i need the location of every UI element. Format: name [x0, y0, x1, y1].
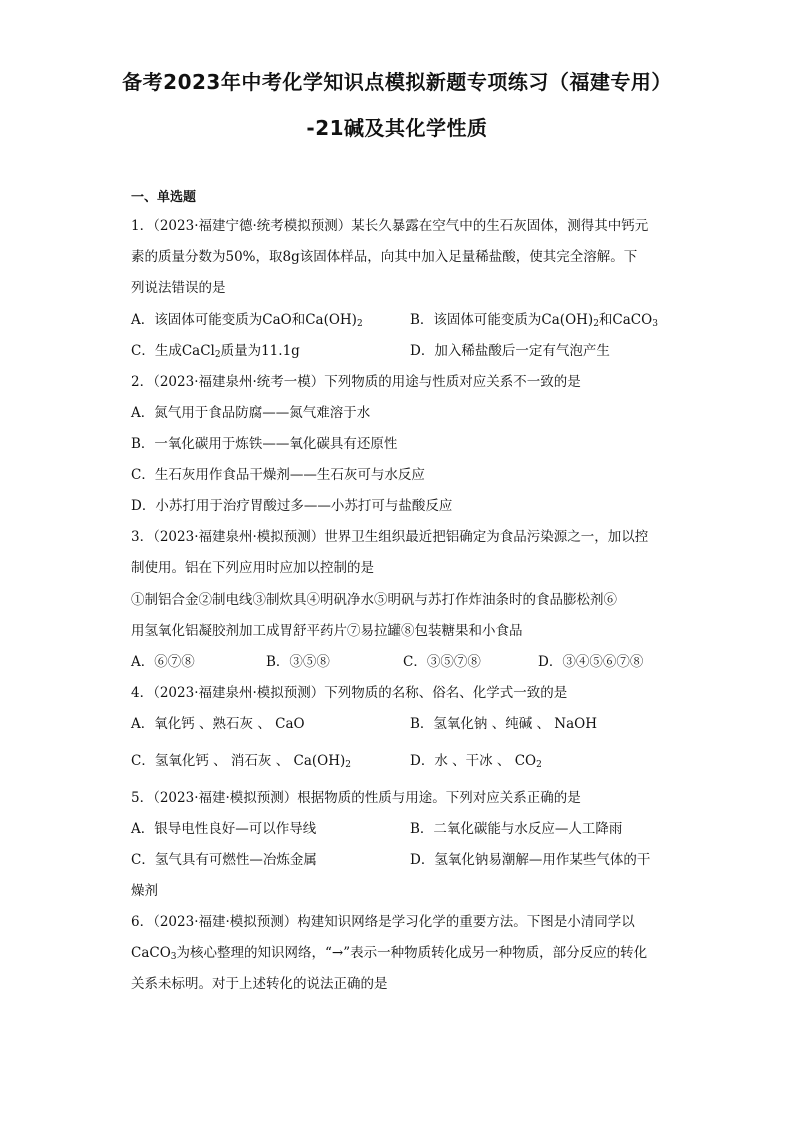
question-2-option-d: D．小苏打用于治疗胃酸过多——小苏打可与盐酸反应	[131, 498, 453, 514]
section-heading: 一、单选题	[131, 190, 197, 205]
question-1-line-2: 素的质量分数为50%，取8g该固体样品，向其中加入足量稀盐酸，使其完全溶解。下	[131, 249, 638, 265]
question-3-option-b: B．③⑤⑧	[266, 654, 330, 670]
question-3-line-1: 3．（2023·福建泉州·模拟预测）世界卫生组织最近把铝确定为食品污染源之一，加以控	[131, 529, 649, 545]
question-3-option-d: D．③④⑤⑥⑦⑧	[538, 654, 644, 670]
question-2-option-a: A．氮气用于食品防腐——氮气难溶于水	[131, 405, 371, 421]
question-4-stem: 4．（2023·福建泉州·模拟预测）下列物质的名称、俗名、化学式一致的是	[131, 685, 568, 701]
question-2-option-c: C．生石灰用作食品干燥剂——生石灰可与水反应	[131, 467, 425, 483]
document-subtitle: -21碱及其化学性质	[306, 116, 488, 140]
question-2-stem: 2．（2023·福建泉州·统考一模）下列物质的用途与性质对应关系不一致的是	[131, 374, 581, 390]
question-1-option-d: D．加入稀盐酸后一定有气泡产生	[410, 343, 610, 359]
question-3-line-3: ①制铝合金②制电线③制炊具④明矾净水⑤明矾与苏打作炸油条时的食品膨松剂⑥	[131, 592, 617, 608]
question-3-option-a: A．⑥⑦⑧	[131, 654, 195, 670]
question-3-line-4: 用氢氧化铝凝胶剂加工成胃舒平药片⑦易拉罐⑧包装糖果和小食品	[131, 623, 523, 639]
question-5-option-d: D．氢氧化钠易潮解—用作某些气体的干	[410, 852, 651, 868]
question-4-option-d: D．水 、干冰 、 $CO_2$	[410, 753, 542, 770]
question-3-line-2: 制使用。铝在下列应用时应加以控制的是	[131, 560, 374, 576]
question-6-line-2: CaCO$_3$为核心整理的知识网络，“→”表示一种物质转化成另一种物质，部分反应的转化	[131, 945, 648, 962]
question-1-line-3: 列说法错误的是	[131, 280, 226, 296]
question-4-option-a: A．氧化钙 、熟石灰 、 CaO	[131, 716, 305, 732]
question-5-option-a: A．银导电性良好—可以作导线	[131, 821, 317, 837]
question-5-option-b: B．二氧化碳能与水反应—人工降雨	[410, 821, 623, 837]
question-1-option-a: A．该固体可能变质为CaO和$Ca(OH)_2$	[131, 312, 363, 329]
question-1-option-b: B．该固体可能变质为$Ca(OH)_2$和CaCO$_3$	[410, 312, 658, 329]
question-1-option-c: C．生成CaCl$_2$质量为11.1g	[131, 343, 300, 360]
question-5-option-c: C．氢气具有可燃性—冶炼金属	[131, 852, 317, 868]
question-1-line-1: 1．（2023·福建宁德·统考模拟预测）某长久暴露在空气中的生石灰固体，测得其中钙元	[131, 218, 649, 234]
question-4-option-b: B．氢氧化钠 、纯碱 、 NaOH	[410, 716, 597, 732]
question-2-option-b: B．一氧化碳用于炼铁——氧化碳具有还原性	[131, 436, 398, 452]
question-5-option-d-continued: 燥剂	[131, 883, 158, 899]
question-6-line-3: 关系未标明。对于上述转化的说法正确的是	[131, 976, 388, 992]
question-4-option-c: C．氢氧化钙 、 消石灰 、 $Ca(OH)_2$	[131, 753, 351, 770]
document-title: 备考2023年中考化学知识点模拟新题专项练习（福建专用）	[122, 70, 672, 94]
question-5-stem: 5．（2023·福建·模拟预测）根据物质的性质与用途。下列对应关系正确的是	[131, 790, 581, 806]
question-6-line-1: 6．（2023·福建·模拟预测）构建知识网络是学习化学的重要方法。下图是小清同学以	[131, 914, 635, 930]
question-3-option-c: C．③⑤⑦⑧	[403, 654, 481, 670]
